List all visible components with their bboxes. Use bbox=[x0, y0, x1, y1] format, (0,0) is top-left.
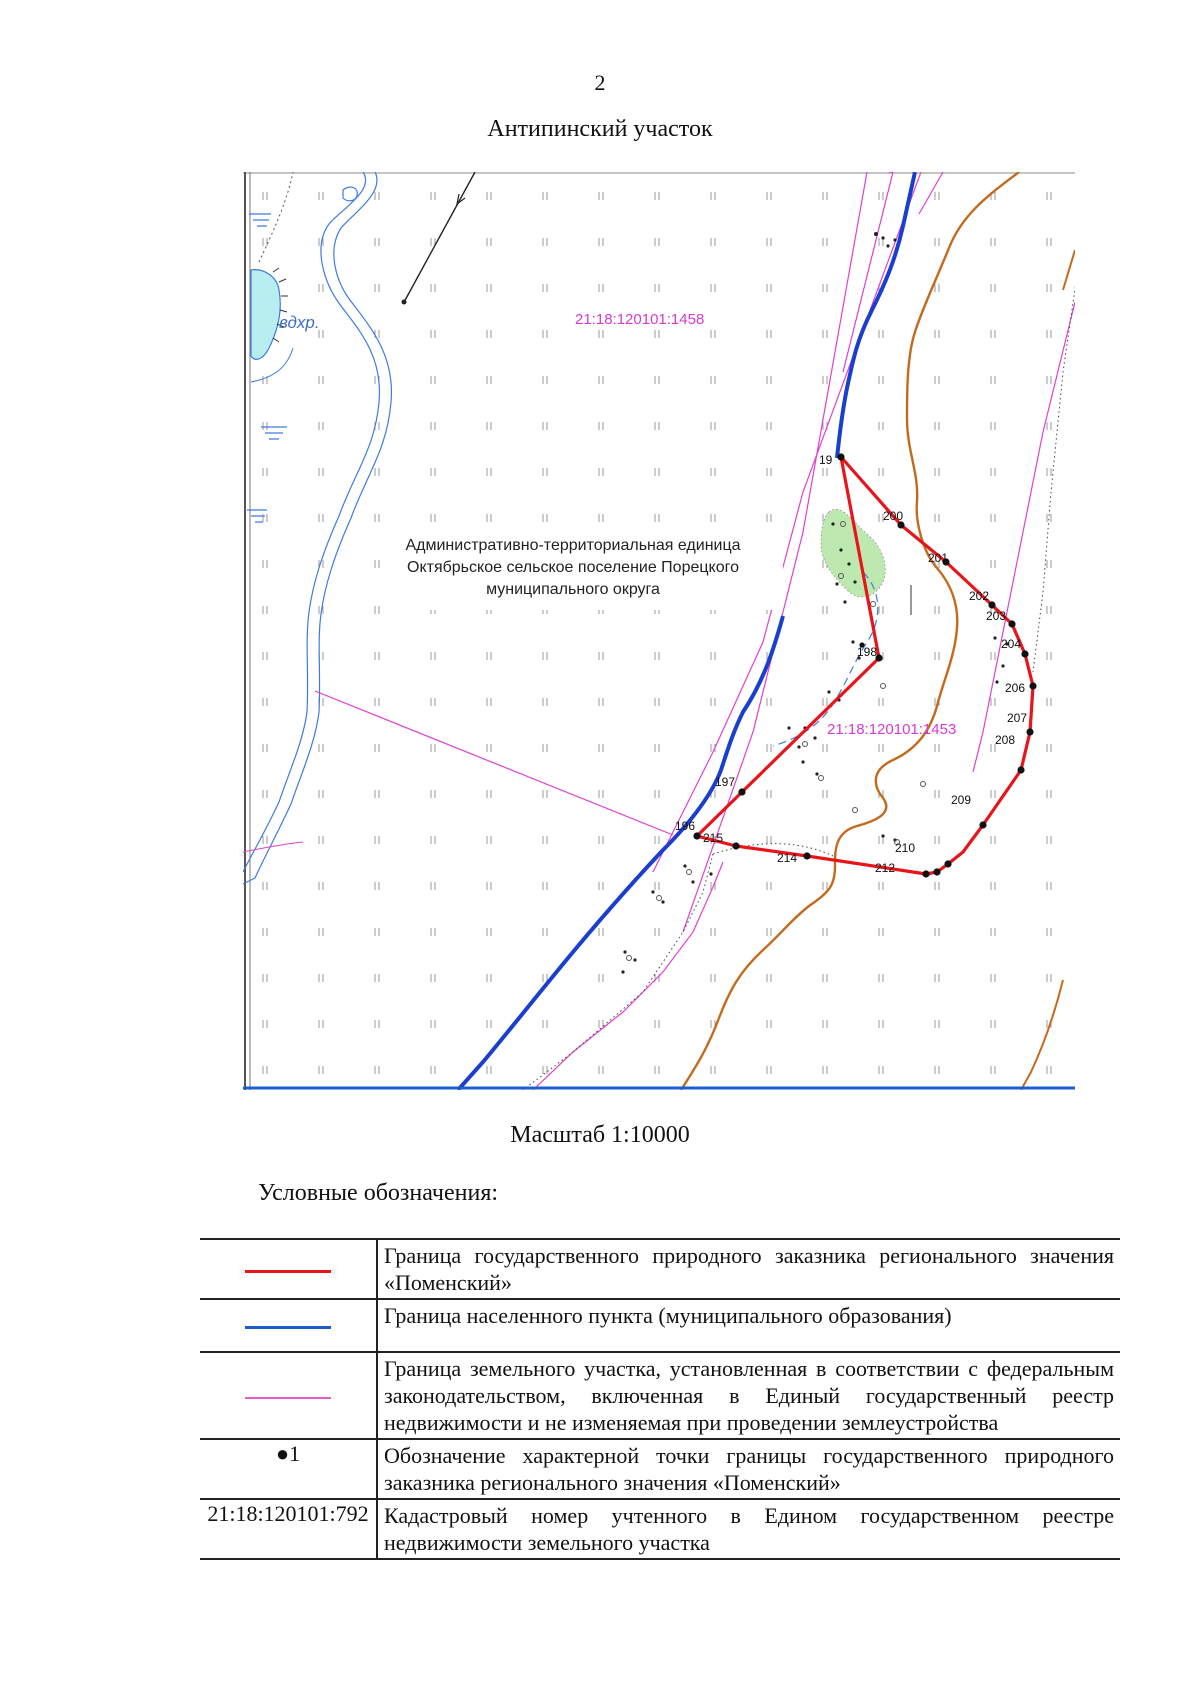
point-label-215: 215 bbox=[703, 831, 724, 845]
legend-row bbox=[200, 1499, 1120, 1559]
point-label-201: 201 bbox=[928, 551, 949, 565]
point-label-203: 203 bbox=[986, 609, 1007, 623]
legend-symbol: 21:18:120101:792 bbox=[200, 1499, 377, 1559]
point-label-209: 209 bbox=[951, 793, 972, 807]
admin-unit-label-line1: Административно-территориальная единица bbox=[405, 537, 741, 554]
point-label-206: 206 bbox=[1005, 681, 1026, 695]
legend-symbol bbox=[200, 1352, 377, 1439]
admin-unit-label-line2: Октябрьское сельское поселение Порецкого bbox=[407, 559, 739, 576]
point-label-214: 214 bbox=[777, 851, 798, 865]
legend-description: Обозначение характерной точки границы государственного природного заказника регионального значения «Поменский» bbox=[377, 1439, 1120, 1499]
power-pole bbox=[402, 300, 407, 305]
page-number: 2 bbox=[594, 70, 606, 95]
document-title: Антипинский участок bbox=[487, 116, 713, 142]
legend-symbol: ●1 bbox=[200, 1439, 377, 1499]
legend-row bbox=[200, 1239, 1120, 1299]
parcel-boundary-symbol bbox=[245, 1397, 331, 1399]
meadow-hatching bbox=[243, 172, 1075, 1090]
admin-unit-label-line3: муниципального округа bbox=[486, 581, 660, 598]
reserve-boundary-symbol bbox=[245, 1270, 331, 1273]
point-label-204: 204 bbox=[1001, 637, 1022, 651]
legend-row bbox=[200, 1439, 1120, 1499]
point-label-210: 210 bbox=[895, 841, 916, 855]
point-label-200: 200 bbox=[883, 509, 904, 523]
point-label-197: 197 bbox=[715, 775, 736, 789]
legend-symbol bbox=[200, 1239, 377, 1299]
map-scale: Масштаб 1:10000 bbox=[510, 1122, 690, 1148]
point-label-198: 198 bbox=[857, 645, 878, 659]
legend-table bbox=[200, 1238, 1120, 1560]
legend-row bbox=[200, 1352, 1120, 1439]
map bbox=[243, 172, 1075, 1090]
legend-description: Кадастровый номер учтенного в Едином государственном реестре недвижимости земельного участка bbox=[377, 1499, 1120, 1559]
point-label-202: 202 bbox=[969, 589, 990, 603]
settlement-boundary-symbol bbox=[245, 1326, 331, 1329]
cadastral-label-main: 21:18:120101:1458 bbox=[575, 311, 705, 328]
legend-symbol bbox=[200, 1299, 377, 1352]
cadastral-label-small: 21:18:120101:1453 bbox=[827, 721, 957, 738]
point-label-207: 207 bbox=[1007, 711, 1028, 725]
point-label-196: 196 bbox=[675, 819, 696, 833]
reservoir-label: вдхр. bbox=[279, 313, 320, 332]
legend-title: Условные обозначения: bbox=[258, 1180, 499, 1206]
legend-description: Граница государственного природного заказника регионального значения «Поменский» bbox=[377, 1239, 1120, 1299]
legend-description: Граница населенного пункта (муниципального образования) bbox=[377, 1299, 1120, 1352]
legend-row bbox=[200, 1299, 1120, 1352]
legend-description: Граница земельного участка, установленная в соответствии с федеральным законодательством, включенная в Единый государственный реестр недвижимости и не изменяемая при проведении землеустройства bbox=[377, 1352, 1120, 1439]
point-label-212: 212 bbox=[875, 861, 896, 875]
point-label-19: 19 bbox=[819, 453, 833, 467]
point-label-208: 208 bbox=[995, 733, 1016, 747]
